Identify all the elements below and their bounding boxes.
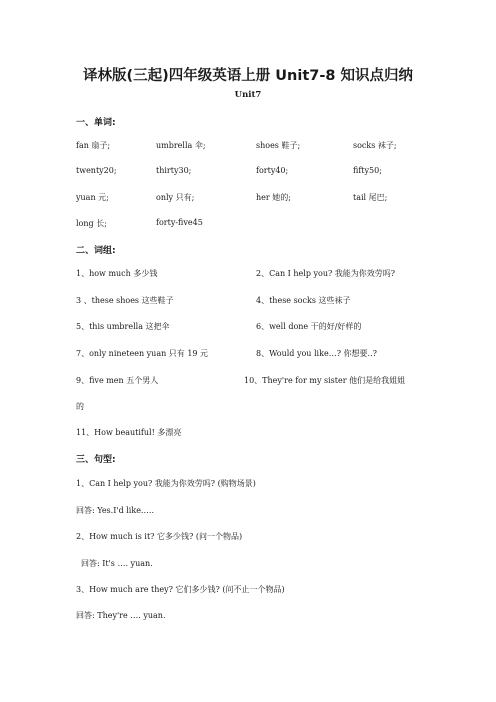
word-item: thirty30; — [156, 166, 192, 175]
phrase-item: 8、Would you like…? 你想要..? — [256, 349, 377, 358]
section-heading-phrases: 二、词组: — [76, 246, 116, 256]
sentence-question: 2、How much is it? 它多少钱? (问一个物品) — [76, 532, 243, 541]
sentence-answer: 回答: Yes.I'd like.…. — [76, 506, 155, 515]
word-item: forty-five45 — [156, 218, 203, 227]
word-item: only 只有; — [156, 193, 195, 202]
word-item: tail 尾巴; — [353, 193, 388, 202]
unit-subtitle: Unit7 — [234, 90, 262, 100]
phrase-item: 2、Can I help you? 我能为你效劳吗? — [256, 269, 396, 278]
phrase-item: 1、how much 多少钱 — [76, 269, 158, 278]
phrase-item: 6、well done 干的好/好样的 — [256, 322, 362, 331]
word-item: shoes 鞋子; — [256, 141, 301, 150]
sentence-question: 1、Can I help you? 我能为你效劳吗? (购物场景) — [76, 479, 256, 488]
sentence-answer: 回答: They're …. yuan. — [76, 611, 166, 620]
phrase-item: 11、How beautiful! 多漂亮 — [76, 428, 182, 437]
phrase-item: 3 、these shoes 这些鞋子 — [76, 296, 174, 305]
phrase-item: 4、these socks 这些袜子 — [256, 296, 351, 305]
word-item: her 她的; — [256, 193, 291, 202]
section-heading-sentences: 三、句型: — [76, 455, 116, 465]
sentence-answer: 回答: It's …. yuan. — [81, 559, 153, 568]
word-item: socks 袜子; — [353, 141, 397, 150]
sentence-question: 3、How much are they? 它们多少钱? (问不止一个物品) — [76, 585, 285, 594]
page-title: 译林版(三起)四年级英语上册 Unit7-8 知识点归纳 — [82, 68, 414, 84]
section-heading-words: 一、单词: — [76, 118, 116, 128]
phrase-item: 10、They're for my sister 他们是给我姐姐 — [244, 376, 406, 385]
word-item: long 长; — [76, 219, 107, 228]
word-item: umbrella 伞; — [156, 141, 206, 150]
phrase-item: 7、only nineteen yuan 只有 19 元 — [76, 349, 209, 358]
word-item: fifty50; — [353, 166, 382, 175]
phrase-item: 9、five men 五个男人 — [76, 376, 159, 385]
word-item: yuan 元; — [76, 193, 109, 202]
word-item: twenty20; — [76, 166, 117, 175]
word-item: forty40; — [256, 166, 289, 175]
word-item: fan 扇子; — [76, 141, 111, 150]
phrase-item: 5、this umbrella 这把伞 — [76, 322, 170, 331]
phrase-wrap-text: 的 — [76, 402, 84, 411]
